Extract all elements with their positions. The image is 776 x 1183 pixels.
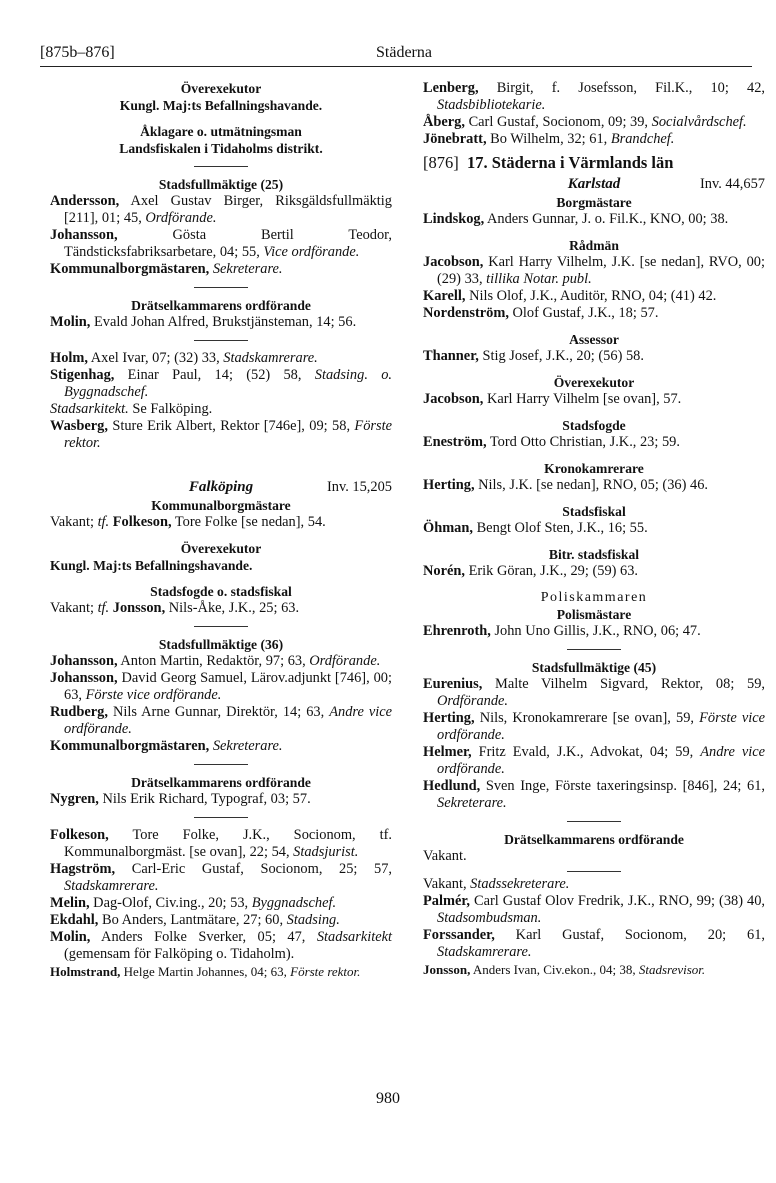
list-entry xyxy=(50,670,392,704)
entry-text: Bengt Olof Sten, J.K., 16; 55. xyxy=(472,520,648,536)
entry-list xyxy=(423,211,765,228)
list-entry: Vakant; tf. Jonsson, Nils-Åke, J.K., 25; 63. xyxy=(50,600,300,616)
entry-text: Kungl. Maj:ts Befallningshavande. xyxy=(119,98,323,113)
entry-role: Byggnadschef. xyxy=(251,895,337,911)
entry-name: Jacobson, xyxy=(423,391,484,407)
list-entry xyxy=(423,211,765,228)
list-entry xyxy=(50,350,392,367)
entry-text: Nils Erik Richard, Typograf, 03; 57. xyxy=(98,791,311,807)
entry-text: Sture Erik Albert, Rektor [746e], 09; 58, xyxy=(107,418,355,434)
entry-text: Dag-Olof, Civ.ing., 20; 53, xyxy=(89,895,252,911)
list-entry: Molin, Anders Folke Sverker, 05; 47, Stadsarkitekt (gemensam för Falköping o. Tidaholm). xyxy=(50,929,392,962)
entry-name: Eurenius, xyxy=(423,676,483,692)
divider xyxy=(567,871,621,872)
entry-name: Ekdahl, xyxy=(50,912,99,928)
entry-text: Nils, Kronokamrerare [se ovan], 59, xyxy=(474,710,700,726)
section-heading: Åklagare o. utmätningsman xyxy=(140,124,302,139)
list-entry: Vakant. xyxy=(423,848,467,864)
entry-text: Bo Wilhelm, 32; 61, xyxy=(486,131,611,147)
entry-name: Nygren, xyxy=(50,791,99,807)
city-name: Falköping xyxy=(188,479,254,495)
page-range-header: [875b–876] xyxy=(40,44,115,61)
list-entry xyxy=(50,193,392,227)
entry-name: Norén, xyxy=(423,563,465,579)
entry-role: Stadsjurist. xyxy=(293,844,359,860)
section-heading: Överexekutor xyxy=(180,81,262,96)
list-entry xyxy=(50,912,392,929)
list-entry xyxy=(423,563,765,580)
section-heading: Kronokamrerare xyxy=(544,461,644,476)
entry-text: Axel Gustav Birger, Riksgäldsfullmäktig [211], 01; 45, xyxy=(64,193,392,226)
divider xyxy=(567,821,621,822)
entry-list xyxy=(423,391,765,408)
header-rule xyxy=(40,66,752,67)
divider xyxy=(194,340,248,341)
list-entry xyxy=(50,827,392,861)
list-entry xyxy=(423,477,765,494)
right-column xyxy=(423,80,765,978)
list-entry xyxy=(423,623,765,640)
entry-list xyxy=(50,350,392,401)
list-entry xyxy=(50,367,392,401)
entry-role: Stadskamrerare. xyxy=(437,944,532,960)
section-heading: Assessor xyxy=(569,332,619,347)
entry-text: Landsfiskalen i Tidaholms distrikt. xyxy=(119,141,323,156)
entry-text: Fritz Evald, J.K., Advokat, 04; 59, xyxy=(471,744,701,760)
entry-name: Åberg, xyxy=(423,114,465,130)
entry-name: Andersson, xyxy=(50,193,120,209)
entry-role: Förste vice ordförande. xyxy=(437,710,765,743)
entry-text: Nils Arne Gunnar, Direktör, 14; 63, xyxy=(107,704,330,720)
entry-name: Ehrenroth, xyxy=(423,623,491,639)
entry-name: Wasberg, xyxy=(50,418,108,434)
entry-list xyxy=(423,563,765,580)
entry-name: Thanner, xyxy=(423,348,479,364)
entry-role: Andre vice ordförande. xyxy=(64,704,392,737)
list-entry xyxy=(423,520,765,537)
entry-name: Johansson, xyxy=(50,670,118,686)
entry-text: Carl Gustaf, Socionom, 09; 39, xyxy=(464,114,652,130)
entry-text: Carl-Eric Gustaf, Socionom, 25; 57, xyxy=(115,861,392,877)
list-entry xyxy=(50,314,392,331)
entry-name: Herting, xyxy=(423,477,475,493)
list-entry: Kommunalborgmästaren, Sekreterare. xyxy=(50,738,283,754)
entry-text: Carl Gustaf Olov Fredrik, J.K., RNO, 99; (38) 40, xyxy=(470,893,765,909)
entry-name: Melin, xyxy=(50,895,90,911)
entry-text: John Uno Gillis, J.K., RNO, 06; 47. xyxy=(490,623,701,639)
page-number: 980 xyxy=(376,1090,400,1107)
divider xyxy=(194,166,248,167)
entry-text: Nils, J.K. [se nedan], RNO, 05; (36) 46. xyxy=(474,477,708,493)
entry-list xyxy=(50,418,392,452)
entry-role: Sekreterare. xyxy=(437,795,507,811)
section-heading: Stadsfullmäktige (36) xyxy=(158,637,284,652)
running-title: Städerna xyxy=(376,44,432,61)
section-heading: Bitr. stadsfiskal xyxy=(548,547,640,562)
list-entry xyxy=(423,744,765,778)
entry-name: Lindskog, xyxy=(423,211,485,227)
entry-name: Rudberg, xyxy=(50,704,108,720)
entry-text: David Georg Samuel, Lärov.adjunkt [746], 00; 63, xyxy=(64,670,392,703)
entry-name: Palmér, xyxy=(423,893,471,909)
entry-text: Tore Folke, J.K., Socionom, tf. Kommunalborgmäst. [se ovan], 22; 54, xyxy=(64,827,392,860)
entry-name: Stigenhag, xyxy=(50,367,115,383)
entry-name: Molin, xyxy=(50,314,91,330)
list-entry: Jacobson, Karl Harry Vilhelm, J.K. [se nedan], RVO, 00; (29) 33, tillika Notar. publ. xyxy=(423,254,765,287)
section-heading: Stadsfullmäktige (25) xyxy=(158,177,284,192)
entry-name: Hagström, xyxy=(50,861,116,877)
list-entry xyxy=(423,288,765,305)
section-heading: Drätselkammarens ordförande xyxy=(131,298,311,313)
list-entry xyxy=(50,704,392,738)
section-heading: Stadsfogde o. stadsfiskal xyxy=(150,584,292,599)
list-entry xyxy=(50,418,392,452)
entry-name: Forssander, xyxy=(423,927,495,943)
entry-list xyxy=(50,653,392,738)
entry-text: Tord Otto Christian, J.K., 23; 59. xyxy=(486,434,680,450)
entry-list xyxy=(423,477,765,494)
entry-text: Stig Josef, J.K., 20; (56) 58. xyxy=(478,348,644,364)
section-heading: Kommunalborgmästare xyxy=(151,498,291,513)
section-title: [876] 17. Städerna i Värmlands län xyxy=(423,153,674,172)
list-entry xyxy=(50,653,392,670)
entry-name: Hedlund, xyxy=(423,778,481,794)
list-entry xyxy=(50,791,392,808)
section-heading: Stadsfullmäktige (45) xyxy=(531,660,657,675)
entry-role: Ordförande. xyxy=(309,653,381,669)
list-entry xyxy=(423,927,765,961)
list-entry xyxy=(423,131,765,148)
entry-text: Erik Göran, J.K., 29; (59) 63. xyxy=(464,563,639,579)
entry-name: Johansson, xyxy=(50,653,118,669)
section-heading: Överexekutor xyxy=(180,541,262,556)
list-entry: Kommunalborgmästaren, Sekreterare. xyxy=(50,261,283,277)
entry-text: Karl Harry Vilhelm [se ovan], 57. xyxy=(483,391,682,407)
entry-text: Sven Inge, Förste taxeringsinsp. [846], 24; 61, xyxy=(480,778,765,794)
section-heading: Drätselkammarens ordförande xyxy=(504,832,684,847)
list-entry xyxy=(423,114,765,131)
entry-list xyxy=(423,623,765,640)
entry-list xyxy=(50,827,392,929)
entry-role: Ordförande. xyxy=(145,210,217,226)
entry-role: Stadsombudsman. xyxy=(437,910,542,926)
entry-text: Anders Gunnar, J. o. Fil.K., KNO, 00; 38. xyxy=(484,211,729,227)
entry-role: Stadsing. o. Byggnadschef. xyxy=(64,367,392,400)
entry-list xyxy=(50,314,392,331)
entry-list xyxy=(423,80,765,148)
entry-text: Gösta Bertil Teodor, Tändsticksfabriksarbetare, 04; 55, xyxy=(64,227,392,260)
divider xyxy=(567,649,621,650)
entry-name: Öhman, xyxy=(423,520,473,536)
list-entry xyxy=(423,391,765,408)
entry-text: Anton Martin, Redaktör, 97; 63, xyxy=(117,653,310,669)
entry-name: Karell, xyxy=(423,288,466,304)
entry-text: Birgit, f. Josefsson, Fil.K., 10; 42, xyxy=(478,80,765,96)
entry-text: Malte Vilhelm Sigvard, Rektor, 08; 59, xyxy=(482,676,765,692)
entry-text: Axel Ivar, 07; (32) 33, xyxy=(87,350,224,366)
entry-role: Förste vice ordförande. xyxy=(85,687,222,703)
divider xyxy=(194,626,248,627)
entry-name: Holm, xyxy=(50,350,88,366)
entry-text: Karl Gustaf, Socionom, 20; 61, xyxy=(494,927,765,943)
entry-name: Johansson, xyxy=(50,227,118,243)
entry-list xyxy=(423,893,765,961)
city-header xyxy=(423,176,765,194)
list-entry xyxy=(423,676,765,710)
left-column xyxy=(50,80,392,980)
list-entry xyxy=(50,895,392,912)
list-entry xyxy=(50,861,392,895)
entry-role: Andre vice ordförande. xyxy=(437,744,765,777)
entry-name: Herting, xyxy=(423,710,475,726)
population: Inv. 15,205 xyxy=(326,479,392,495)
list-entry xyxy=(423,348,765,365)
entry-list xyxy=(423,288,765,322)
entry-role: Förste rektor. xyxy=(64,418,392,451)
entry-role: Vice ordförande. xyxy=(263,244,360,260)
entry-text: Kungl. Maj:ts Befallningshavande. xyxy=(50,558,253,573)
divider xyxy=(194,287,248,288)
divider xyxy=(194,764,248,765)
list-entry: Stadsarkitekt. Se Falköping. xyxy=(50,401,213,417)
entry-role: Ordförande. xyxy=(437,693,509,709)
section-heading: Överexekutor xyxy=(553,375,635,390)
entry-name: Folkeson, xyxy=(50,827,109,843)
list-entry: Vakant, Stadssekreterare. xyxy=(423,876,570,892)
entry-list xyxy=(50,193,392,261)
entry-list xyxy=(423,348,765,365)
section-heading: Borgmästare xyxy=(556,195,632,210)
list-entry xyxy=(50,227,392,261)
entry-text: Evald Johan Alfred, Brukstjänsteman, 14; 56. xyxy=(90,314,357,330)
list-entry xyxy=(423,710,765,744)
entry-name: Jönebratt, xyxy=(423,131,487,147)
entry-list xyxy=(50,791,392,808)
entry-role: Stadsing. xyxy=(286,912,340,928)
entry-text: Einar Paul, 14; (52) 58, xyxy=(114,367,315,383)
entry-name: Lenberg, xyxy=(423,80,479,96)
section-heading: Stadsfiskal xyxy=(562,504,626,519)
entry-list xyxy=(423,520,765,537)
entry-role: Socialvårdschef. xyxy=(651,114,747,130)
list-entry: Jonsson, Anders Ivan, Civ.ekon., 04; 38, Stadsrevisor. xyxy=(423,962,706,977)
list-entry xyxy=(423,434,765,451)
entry-name: Eneström, xyxy=(423,434,487,450)
list-entry: Vakant; tf. Folkeson, Tore Folke [se nedan], 54. xyxy=(50,514,326,530)
list-entry xyxy=(423,305,765,322)
entry-role: Stadskamrerare. xyxy=(64,878,159,894)
entry-name: Helmer, xyxy=(423,744,472,760)
divider xyxy=(194,817,248,818)
population: Inv. 44,657 xyxy=(699,176,765,192)
entry-list xyxy=(423,434,765,451)
entry-role: Stadsbibliotekarie. xyxy=(437,97,546,113)
list-entry: Holmstrand, Helge Martin Johannes, 04; 63, Förste rektor. xyxy=(50,964,361,979)
entry-list xyxy=(423,676,765,812)
section-heading: Polismästare xyxy=(556,607,632,622)
city-header xyxy=(50,479,392,497)
section-heading: Drätselkammarens ordförande xyxy=(131,775,311,790)
entry-role: Brandchef. xyxy=(610,131,675,147)
entry-text: Nils Olof, J.K., Auditör, RNO, 04; (41) 42. xyxy=(465,288,717,304)
city-name: Karlstad xyxy=(567,176,621,192)
list-entry xyxy=(423,778,765,812)
entry-name: Nordenström, xyxy=(423,305,509,321)
section-heading: Stadsfogde xyxy=(562,418,626,433)
list-entry xyxy=(423,893,765,927)
entry-role: Stadskamrerare. xyxy=(223,350,318,366)
section-title: Poliskammaren xyxy=(540,590,648,605)
entry-text: Bo Anders, Lantmätare, 27; 60, xyxy=(98,912,287,928)
list-entry xyxy=(423,80,765,114)
entry-text: Olof Gustaf, J.K., 18; 57. xyxy=(508,305,659,321)
section-heading: Rådmän xyxy=(569,238,619,253)
